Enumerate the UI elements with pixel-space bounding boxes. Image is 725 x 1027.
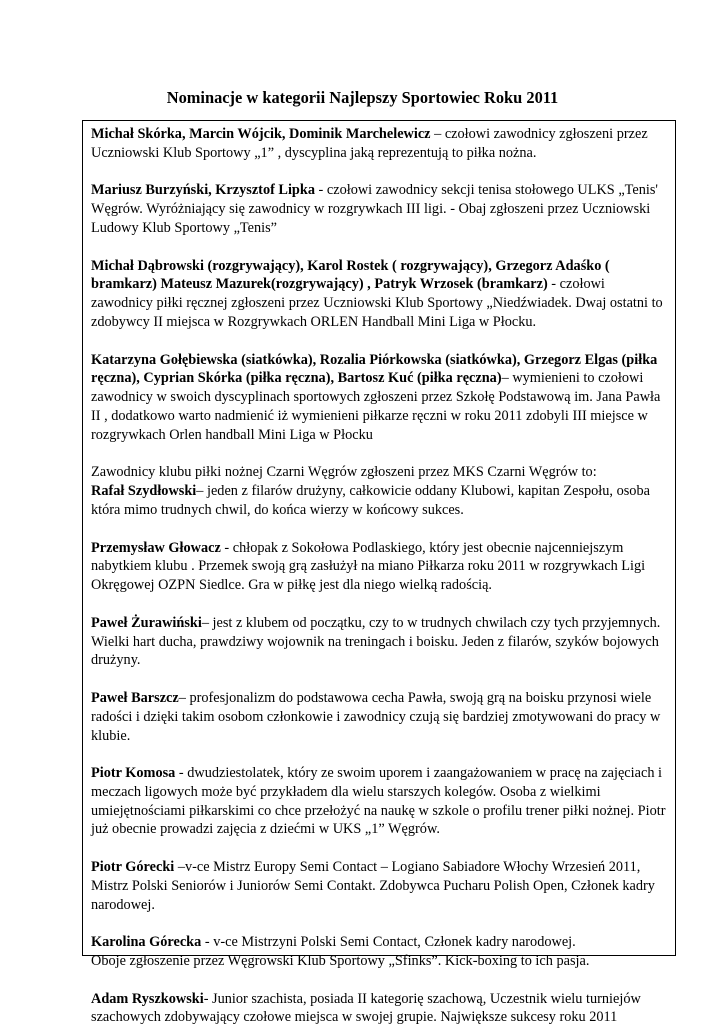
nomination-entry [91, 858, 667, 914]
nomination-entry [91, 181, 667, 237]
nomination-entry [91, 351, 667, 445]
nominee-names: Karolina Górecka [91, 934, 202, 951]
nominee-names: Piotr Komosa [91, 765, 176, 782]
nominee-names: Michał Dąbrowski (rozgrywający), Karol Rostek ( rozgrywający), Grzegorz Adaśko ( bramkarz) Mateusz Mazurek(rozgrywający) , Patryk Wrzosek (bramkarz) [91, 257, 610, 293]
nominee-names: Paweł Żurawiński [91, 614, 202, 631]
nominee-names: Rafał Szydłowski [91, 483, 197, 500]
nomination-entry [91, 933, 667, 971]
page-title: Nominacje w kategorii Najlepszy Sportowiec Roku 2011 [166, 88, 559, 107]
nomination-entry [91, 689, 667, 745]
nomination-entry [91, 614, 667, 670]
club-intro: Zawodnicy klubu piłki nożnej Czarni Węgrów zgłoszeni przez MKS Czarni Węgrów to: [91, 464, 597, 481]
nominee-description: - v-ce Mistrzyni Polski Semi Contact, Członek kadry narodowej. [201, 934, 576, 951]
nominee-names: Paweł Barszcz [91, 689, 179, 706]
nomination-entry [91, 125, 667, 163]
nominee-names: Katarzyna Gołębiewska (siatkówka), Rozalia Piórkowska (siatkówka), Grzegorz Elgas (piłka ręczna), Cyprian Skórka (piłka ręczna), Bartosz Kuć (piłka ręczna) [91, 351, 658, 387]
nomination-entry [91, 990, 667, 1027]
nominee-description: - chłopak z Sokołowa Podlaskiego, który jest obecnie najcenniejszym nabytkiem klubu . Przemek swoją grą zasłużył na miano Piłkarza roku 2011 w rozgrywkach Ligi Okręgowej OZPN Siedlce. Gra w piłkę jest dla niego wielką radością. [91, 539, 646, 594]
nomination-entry [91, 257, 667, 332]
nominee-description: –v-ce Mistrz Europy Semi Contact – Logiano Sabiadore Włochy Wrzesień 2011, Mistrz Polski Seniorów i Juniorów Semi Contakt. Zdobywca Pucharu Polish Open, Członek kadry narodowej. [91, 859, 655, 913]
nominee-names: Piotr Górecki [91, 859, 175, 876]
nominee-description: – jest z klubem od początku, czy to w trudnych chwilach czy tych przyjemnych. Wielki hart ducha, prawdziwy wojownik na treningach i boisku. Jeden z filarów, szyków bojowych drużyny. [91, 614, 661, 669]
nominee-description: – jeden z filarów drużyny, całkowicie oddany Klubowi, kapitan Zespołu, osoba która mimo trudnych chwil, do końca wierzy w końcowy sukces. [91, 483, 650, 518]
nominee-description: – profesjonalizm do podstawowa cecha Pawła, swoją grą na boisku przynosi wiele radości i dzięki takim osobom członkowie i zawodnicy czują się bardziej zmotywowani do pracy w klubie. [91, 689, 661, 744]
nominee-description: - czołowi zawodnicy sekcji tenisa stołowego ULKS „Tenis' Węgrów. Wyróżniający się zawodnicy w rozgrywkach III ligi. - Obaj zgłoszeni przez Uczniowski Ludowy Klub Sportowy „Tenis” [91, 182, 659, 236]
club-note: Oboje zgłoszenie przez Węgrowski Klub Sportowy „Sfinks”. Kick-boxing to ich pasja. [91, 953, 590, 970]
nominee-description: - Junior szachista, posiada II kategorię szachową, Uczestnik wielu turniejów szachowych zdobywający czołowe miejsca w swojej grupie. Największe sukcesy roku 2011 [91, 990, 641, 1026]
nomination-entry [91, 539, 667, 595]
nominee-names: Mariusz Burzyński, Krzysztof Lipka [91, 182, 315, 199]
nominee-description: – wymienieni to czołowi zawodnicy w swoich dyscyplinach sportowych zgłoszeni przez Szkołę Podstawową im. Jana Pawła II , dodatkowo warto nadmienić iż wymienieni piłkarze ręczni w roku 2011 zdobyli III miejsce w rozgrywkach Orlen handball Mini Liga w Płocku [91, 370, 661, 443]
nominee-names: Przemysław Głowacz [91, 539, 221, 556]
nominee-description: - czołowi zawodnicy piłki ręcznej zgłoszeni przez Uczniowski Klub Sportowy „Niedźwiadek. Dwaj ostatni to zdobywcy II miejsca w Rozgrywkach ORLEN Handball Mini Liga w Płocku. [91, 276, 663, 330]
nominee-description: - dwudziestolatek, który ze swoim uporem i zaangażowaniem w pracę na zajęciach i meczach ligowych może być przykładem dla wielu starszych kolegów. Osoba z wielkimi umiejętnościami piłkarskimi co chce przełożyć na naukę w szkole o profilu trener piłki nożnej. Piotr już obecnie prowadzi zajęcia z dziećmi w UKS „1” Węgrów. [91, 765, 666, 838]
nomination-entry [91, 764, 667, 839]
nominee-description: – czołowi zawodnicy zgłoszeni przez Uczniowski Klub Sportowy „1” , dyscyplina jaką reprezentują to piłka nożna. [91, 126, 648, 161]
nominations-box [82, 120, 676, 1026]
nominee-names: Adam Ryszkowski [91, 990, 204, 1007]
nominee-names: Michał Skórka, Marcin Wójcik, Dominik Marchelewicz [91, 126, 431, 142]
nomination-entry [91, 463, 667, 519]
